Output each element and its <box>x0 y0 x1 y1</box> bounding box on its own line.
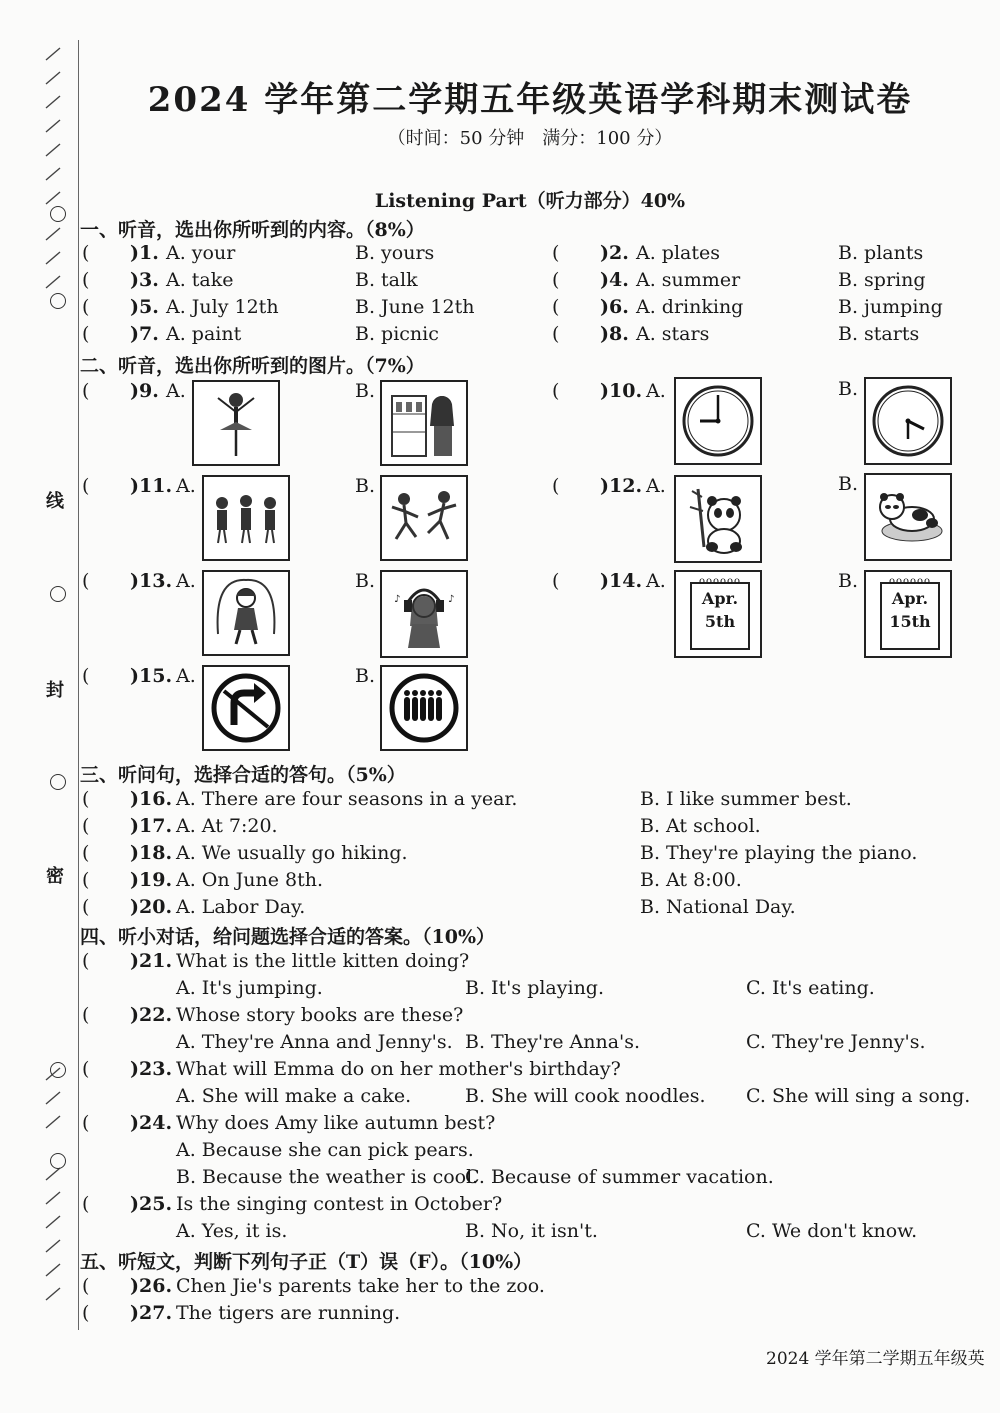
answer-bracket[interactable]: ( <box>552 380 560 402</box>
answer-bracket[interactable]: ( <box>82 269 90 291</box>
answer-bracket[interactable]: ( <box>82 1302 90 1324</box>
answer-bracket[interactable]: ( <box>552 242 560 264</box>
option-a: A. They're Anna and Jenny's. <box>176 1031 453 1053</box>
option-a: A. summer <box>636 269 741 291</box>
option-a: A. plates <box>636 242 720 264</box>
question-text: Whose story books are these? <box>176 1004 464 1026</box>
question-number: 6. <box>609 296 629 318</box>
question-number: 10. <box>609 380 643 402</box>
option-b: B. No, it isn't. <box>465 1220 598 1242</box>
option-a: A. At 7:20. <box>176 815 278 837</box>
option-b: B. At 8:00. <box>640 869 742 891</box>
exam-info: （时间：50 分钟 满分：100 分） <box>387 128 673 149</box>
panda-sleeping-picture[interactable] <box>864 473 952 561</box>
question-number: 21. <box>139 950 173 972</box>
binding-circle <box>50 1153 66 1169</box>
option-a: A. paint <box>166 323 242 345</box>
ballet-dancer-picture[interactable] <box>192 380 280 466</box>
question-number: 23. <box>139 1058 173 1080</box>
question-number: 7. <box>139 323 159 345</box>
part-title: Listening Part（听力部分）40% <box>374 190 686 212</box>
option-b: B. yours <box>355 242 435 264</box>
question-number: 26. <box>139 1275 173 1297</box>
panda-sleeping-icon <box>866 475 950 559</box>
option-a-label: A. <box>176 665 196 687</box>
binding-char-mi: 密 <box>46 866 64 887</box>
queue-sign-icon <box>382 667 466 749</box>
question-number: 16. <box>139 788 173 810</box>
answer-bracket[interactable]: ( <box>82 788 90 810</box>
statement-text: Chen Jie's parents take her to the zoo. <box>176 1275 545 1297</box>
answer-bracket[interactable]: ( <box>552 570 560 592</box>
calendar-b-picture[interactable] <box>864 570 952 658</box>
headphones-icon <box>382 572 466 656</box>
calendar-month: Apr. <box>701 589 739 608</box>
children-dancing-icon <box>204 477 288 559</box>
section-4-heading: 四、听小对话，给问题选择合适的答案。（10%） <box>80 926 495 948</box>
calendar-month: Apr. <box>891 589 929 608</box>
option-b-label: B. <box>355 380 376 402</box>
question-number: 12. <box>609 475 643 497</box>
calendar-a-picture[interactable] <box>674 570 762 658</box>
calendar-rings-icon: oooooo <box>888 576 932 587</box>
question-number: 13. <box>139 570 173 592</box>
queue-sign-picture[interactable] <box>380 665 468 751</box>
binding-char-xian: 线 <box>46 491 64 512</box>
answer-bracket[interactable]: ( <box>82 1112 90 1134</box>
question-number: 8. <box>609 323 629 345</box>
option-b: B. starts <box>838 323 920 345</box>
option-a-label: A. <box>176 570 196 592</box>
option-a-label: A. <box>646 380 666 402</box>
answer-bracket[interactable]: ( <box>82 869 90 891</box>
binding-char-feng: 封 <box>46 680 64 701</box>
answer-bracket[interactable]: ( <box>552 296 560 318</box>
option-b: B. Because the weather is cool. <box>176 1166 479 1188</box>
question-number: 24. <box>139 1112 173 1134</box>
option-b: B. She will cook noodles. <box>465 1085 706 1107</box>
option-b: B. They're playing the piano. <box>640 842 918 864</box>
option-b: B. spring <box>838 269 926 291</box>
clock-icon <box>676 379 760 463</box>
answer-bracket[interactable]: ( <box>82 665 90 687</box>
question-number: 11. <box>139 475 173 497</box>
shopping-girl-icon <box>382 382 466 464</box>
shopping-girl-picture[interactable] <box>380 380 468 466</box>
question-number: 18. <box>139 842 173 864</box>
question-text: What will Emma do on her mother's birthday? <box>176 1058 621 1080</box>
question-text: Is the singing contest in October? <box>176 1193 503 1215</box>
option-b: B. jumping <box>838 296 943 318</box>
answer-bracket[interactable]: ( <box>82 242 90 264</box>
svg-text:♪: ♪ <box>448 594 455 605</box>
option-a: A. drinking <box>636 296 744 318</box>
option-b-label: B. <box>838 378 859 400</box>
answer-bracket[interactable]: ( <box>82 380 90 402</box>
option-c: C. Because of summer vacation. <box>465 1166 774 1188</box>
option-c: C. We don't know. <box>746 1220 918 1242</box>
answer-bracket[interactable]: ( <box>82 896 90 918</box>
option-a: A. She will make a cake. <box>176 1085 412 1107</box>
option-a: A. We usually go hiking. <box>176 842 408 864</box>
binding-circle <box>50 586 66 602</box>
question-number: 2. <box>609 242 629 264</box>
question-number: 27. <box>139 1302 173 1324</box>
option-b: B. plants <box>838 242 924 264</box>
binding-circle <box>50 293 66 309</box>
clock-three-picture[interactable] <box>864 377 952 465</box>
answer-bracket[interactable]: ( <box>82 1193 90 1215</box>
answer-bracket[interactable]: ( <box>552 269 560 291</box>
section-3-heading: 三、听问句，选择合适的答句。（5%） <box>80 764 406 786</box>
option-b: B. National Day. <box>640 896 796 918</box>
option-b-label: B. <box>355 475 376 497</box>
calendar-rings-icon: oooooo <box>698 576 742 587</box>
children-running-picture[interactable] <box>380 475 468 561</box>
panda-eating-picture[interactable] <box>674 475 762 563</box>
question-number: 20. <box>139 896 173 918</box>
question-text: What is the little kitten doing? <box>176 950 470 972</box>
page-title: 2024 学年第二学期五年级英语学科期末测试卷 <box>147 80 913 120</box>
calendar-day: 15th <box>889 612 931 631</box>
option-b: B. picnic <box>355 323 439 345</box>
option-b: B. At school. <box>640 815 761 837</box>
clock-icon <box>866 379 950 463</box>
option-a: A. Labor Day. <box>176 896 306 918</box>
option-b: B. I like summer best. <box>640 788 852 810</box>
children-running-icon <box>382 477 466 559</box>
option-a: A. It's jumping. <box>176 977 323 999</box>
ballet-dancer-icon <box>194 382 278 464</box>
answer-bracket[interactable]: ( <box>82 1058 90 1080</box>
answer-bracket[interactable]: ( <box>82 1275 90 1297</box>
jump-rope-icon <box>204 572 288 654</box>
question-number: 17. <box>139 815 173 837</box>
answer-bracket[interactable]: ( <box>82 475 90 497</box>
option-a: A. stars <box>636 323 710 345</box>
option-a-label: A. <box>646 475 666 497</box>
answer-bracket[interactable]: ( <box>82 570 90 592</box>
statement-text: The tigers are running. <box>176 1302 401 1324</box>
question-number: 22. <box>139 1004 173 1026</box>
answer-bracket[interactable]: ( <box>82 296 90 318</box>
page-footer: 2024 学年第二学期五年级英 <box>766 1349 985 1369</box>
question-text: Why does Amy like autumn best? <box>176 1112 496 1134</box>
option-b-label: B. <box>355 665 376 687</box>
children-dancing-picture[interactable] <box>202 475 290 561</box>
option-b: B. It's playing. <box>465 977 605 999</box>
svg-text:♪: ♪ <box>394 594 401 605</box>
option-a: A. Because she can pick pears. <box>176 1139 474 1161</box>
no-turn-sign-picture[interactable] <box>202 665 290 751</box>
answer-bracket[interactable]: ( <box>552 475 560 497</box>
option-b: B. They're Anna's. <box>465 1031 641 1053</box>
girl-jumping-rope-picture[interactable] <box>202 570 290 656</box>
option-a-label: A. <box>176 475 196 497</box>
binding-circle <box>50 774 66 790</box>
option-b-label: B. <box>355 570 376 592</box>
section-1-heading: 一、听音，选出你所听到的内容。（8%） <box>80 219 425 241</box>
panda-eating-icon <box>676 477 760 561</box>
answer-bracket[interactable]: ( <box>82 323 90 345</box>
answer-bracket[interactable]: ( <box>82 1004 90 1026</box>
option-a: A. On June 8th. <box>176 869 324 891</box>
question-number: 14. <box>609 570 643 592</box>
option-a: A. There are four seasons in a year. <box>176 788 518 810</box>
answer-bracket[interactable]: ( <box>82 950 90 972</box>
option-b-label: B. <box>838 570 859 592</box>
option-a: A. your <box>166 242 236 264</box>
question-number: 9. <box>139 380 159 402</box>
answer-bracket[interactable]: ( <box>82 815 90 837</box>
option-c: C. They're Jenny's. <box>746 1031 926 1053</box>
question-number: 5. <box>139 296 159 318</box>
clock-nine-picture[interactable] <box>674 377 762 465</box>
answer-bracket[interactable]: ( <box>552 323 560 345</box>
question-number: 1. <box>139 242 159 264</box>
option-c: C. She will sing a song. <box>746 1085 971 1107</box>
question-number: 25. <box>139 1193 173 1215</box>
question-number: 15. <box>139 665 173 687</box>
binding-circle <box>50 1062 66 1078</box>
binding-line <box>78 40 79 1330</box>
option-b-label: B. <box>838 473 859 495</box>
option-a: A. take <box>166 269 234 291</box>
traffic-sign-icon <box>204 667 288 749</box>
option-a: A. Yes, it is. <box>176 1220 288 1242</box>
answer-bracket[interactable]: ( <box>82 842 90 864</box>
question-number: 19. <box>139 869 173 891</box>
option-a-label: A. <box>166 380 186 402</box>
girl-listening-music-picture[interactable] <box>380 570 468 658</box>
option-a: A. July 12th <box>166 296 279 318</box>
option-b: B. talk <box>355 269 418 291</box>
section-2-heading: 二、听音，选出你所听到的图片。（7%） <box>80 355 425 377</box>
option-a-label: A. <box>646 570 666 592</box>
calendar-day: 5th <box>704 612 736 631</box>
question-number: 3. <box>139 269 159 291</box>
question-number: 4. <box>609 269 629 291</box>
option-b: B. June 12th <box>355 296 475 318</box>
option-c: C. It's eating. <box>746 977 875 999</box>
section-5-heading: 五、听短文，判断下列句子正（T）误（F）。（10%） <box>80 1251 533 1273</box>
